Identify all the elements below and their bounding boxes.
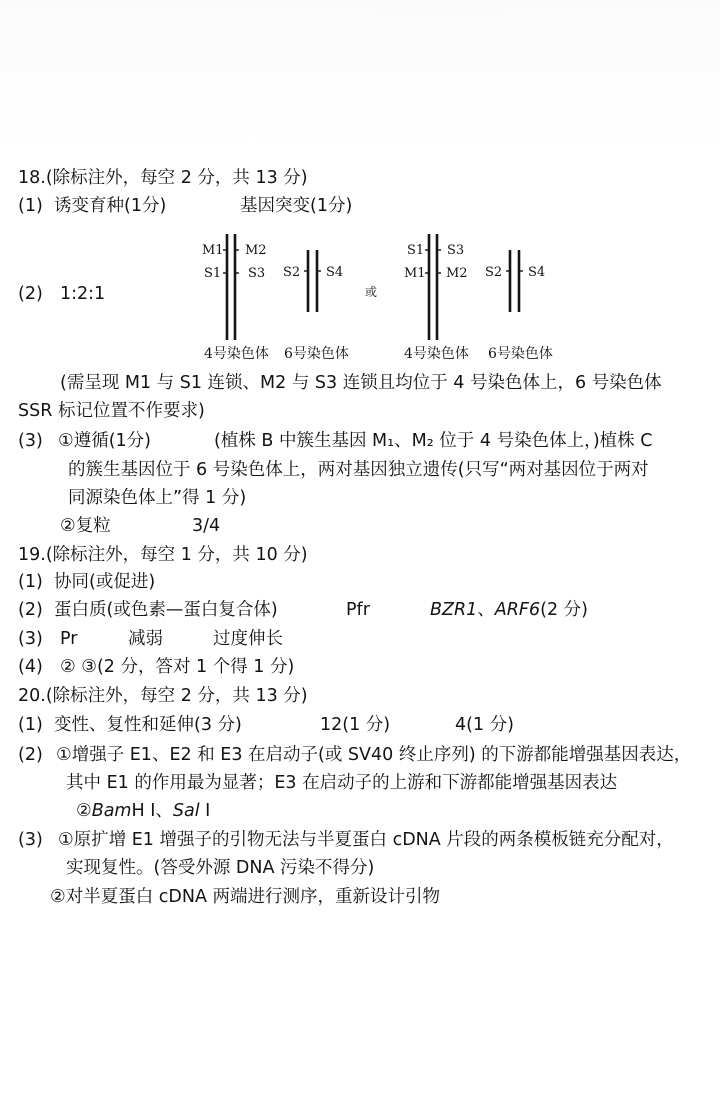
part-number: (1) — [18, 196, 43, 216]
gene-label: S3 — [447, 243, 465, 258]
gene-label: M2 — [446, 266, 468, 281]
part-number: (2) — [18, 600, 43, 620]
note-text: (需呈现 M1 与 S1 连锁、M2 与 S3 连锁且均位于 4 号染色体上，6 号染色体 — [60, 373, 662, 393]
score-note: (2 分) — [540, 600, 588, 620]
part-number: (2) — [18, 284, 43, 304]
answer: 其中 E1 的作用最为显著；E3 在启动子的上游和下游都能增强基因表达 — [66, 773, 618, 793]
gene-name: ARF6 — [494, 600, 541, 620]
chromosome-6-left — [283, 250, 343, 312]
note-text: SSR 标记位置不作要求) — [18, 401, 205, 421]
chromosome-diagram — [190, 228, 590, 368]
chromosome-caption: 6号染色体 — [284, 346, 349, 362]
part-number: (1) — [18, 715, 43, 735]
gene-label: M1 — [202, 243, 224, 258]
separator: 、 — [477, 600, 495, 620]
enzyme-italic: Sal — [172, 801, 200, 821]
part-number: (3) — [18, 629, 43, 649]
gene-label: S1 — [407, 243, 425, 258]
gene-label: S3 — [248, 266, 266, 281]
answer: Pfr — [346, 600, 370, 620]
part-number: (1) — [18, 572, 43, 592]
chromosome-caption: 4号染色体 — [204, 346, 269, 362]
gene-name: BZR1 — [430, 600, 478, 620]
answer: 基因突变(1分) — [240, 196, 353, 216]
answer: Pr — [60, 629, 78, 649]
answer: ①遵循(1分) — [58, 431, 151, 451]
part-number: (2) — [18, 745, 43, 765]
q20-header-text: 20.(除标注外，每空 2 分，共 13 分) — [18, 686, 308, 706]
enzyme-suffix: Ⅰ — [199, 801, 211, 821]
chromosome-caption: 4号染色体 — [404, 346, 469, 362]
answer: 过度伸长 — [213, 629, 283, 649]
chromosome-caption: 6号染色体 — [488, 346, 553, 362]
q19-header-text: 19.(除标注外，每空 1 分，共 10 分) — [18, 545, 308, 565]
chromosome-4-right — [404, 234, 468, 340]
enzyme-answer — [76, 799, 210, 823]
answer: 变性、复性和延伸(3 分) — [54, 715, 242, 735]
circled-number: ② — [76, 801, 92, 821]
answer-gene-names — [430, 598, 588, 622]
answer: 蛋白质(或色素—蛋白复合体) — [54, 600, 278, 620]
enzyme-suffix: H Ⅰ、 — [131, 801, 173, 821]
answer: ② ③(2 分，答对 1 个得 1 分) — [60, 657, 295, 677]
chromosome-6-right — [485, 250, 545, 312]
answer: 12(1 分) — [320, 715, 391, 735]
chromosome-4-left — [202, 234, 267, 340]
answer: ①原扩增 E1 增强子的引物无法与半夏蛋白 cDNA 片段的两条模板链充分配对， — [58, 830, 674, 850]
q18-header-text: 18.(除标注外，每空 2 分，共 13 分) — [18, 168, 308, 188]
answer: ②复粒 — [60, 516, 111, 536]
gene-label: S4 — [528, 265, 546, 280]
part-number: (3) — [18, 431, 43, 451]
answer: 4(1 分) — [455, 715, 514, 735]
answer: 诱变育种(1分) — [54, 196, 167, 216]
gene-label: S4 — [326, 265, 344, 280]
answer: 协同(或促进) — [54, 572, 156, 592]
enzyme-italic: Bam — [91, 801, 132, 821]
answer: 3/4 — [192, 516, 221, 536]
answer: 同源染色体上”得 1 分) — [68, 488, 247, 508]
part-number: (3) — [18, 830, 43, 850]
or-label: 或 — [365, 285, 378, 299]
gene-label: S1 — [204, 266, 222, 281]
answer: 的簇生基因位于 6 号染色体上，两对基因独立遗传(只写“两对基因位于两对 — [68, 460, 649, 480]
gene-label: S2 — [485, 265, 503, 280]
answer: ②对半夏蛋白 cDNA 两端进行测序，重新设计引物 — [50, 887, 440, 907]
answer: (植株 B 中簇生基因 M₁、M₂ 位于 4 号染色体上，)植株 C — [214, 431, 653, 451]
answer: ①增强子 E1、E2 和 E3 在启动子(或 SV40 终止序列) 的下游都能增强基因表达， — [56, 745, 692, 765]
ratio-answer: 1:2:1 — [60, 284, 106, 304]
gene-label: M2 — [245, 243, 267, 258]
gene-label: S2 — [283, 265, 301, 280]
answer: 减弱 — [128, 629, 163, 649]
gene-label: M1 — [404, 266, 426, 281]
part-number: (4) — [18, 657, 43, 677]
answer: 实现复性。(答受外源 DNA 污染不得分) — [66, 858, 375, 878]
